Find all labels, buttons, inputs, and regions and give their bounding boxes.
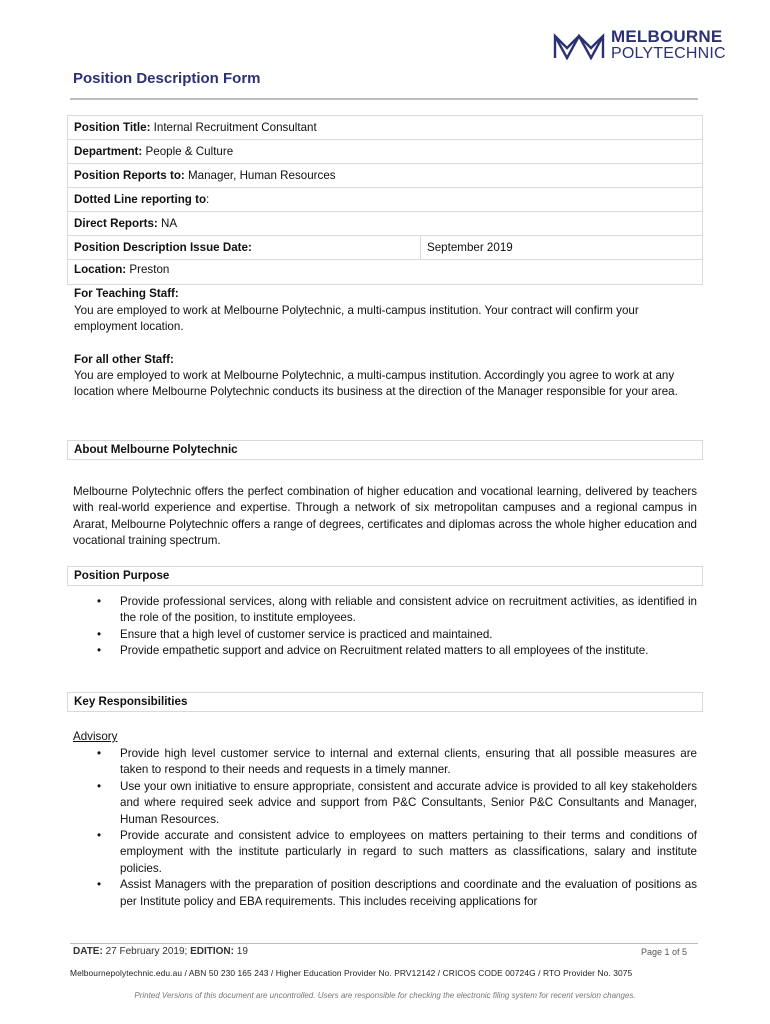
purpose-list xyxy=(73,594,697,660)
list-item xyxy=(73,779,697,828)
brand-name xyxy=(611,28,726,62)
issue-date-label: Position Description Issue Date: xyxy=(68,236,421,259)
list-item-text: Provide accurate and consistent advice to employees on matters pertaining to their terms and conditions of employment with the institute particularly in regard to such matters as classifications, salary and institute policies. xyxy=(120,829,697,875)
list-item-text: Use your own initiative to ensure appropriate, consistent and accurate advice is provided to all key stakeholders and where required seek advice and support from P&C Consultants, Senior P&C Consultants and Manager, Human Resources. xyxy=(120,779,697,826)
about-heading: About Melbourne Polytechnic xyxy=(67,440,703,460)
department-row xyxy=(68,140,702,164)
issue-date-row xyxy=(68,236,702,260)
edition-label: EDITION: xyxy=(190,946,234,957)
footer-disclaimer: Printed Versions of this document are uncontrolled. Users are responsible for checking the electronic filing system for recent version changes. xyxy=(134,991,636,1000)
list-item-text: Assist Managers with the preparation of position descriptions and coordinate and the evaluation of positions as per Institute policy and EBA requirements. This includes receiving applications for xyxy=(120,878,697,908)
reports-to-value: Manager, Human Resources xyxy=(184,169,336,182)
footer-date xyxy=(73,946,248,957)
dotted-line-value: : xyxy=(206,193,210,206)
bullet-icon: • xyxy=(97,627,102,641)
direct-reports-label: Direct Reports: xyxy=(74,217,158,230)
edition-value: 19 xyxy=(233,946,248,957)
teaching-staff-label: For Teaching Staff: xyxy=(74,287,179,301)
dotted-line-label: Dotted Line reporting to xyxy=(74,193,207,206)
list-item-text: Ensure that a high level of customer service is practiced and maintained. xyxy=(120,627,493,641)
teaching-staff-text: You are employed to work at Melbourne Polytechnic, a multi-campus institution. Your contract will confirm your employment location. xyxy=(74,303,639,334)
date-value: 27 February 2019; xyxy=(102,946,191,957)
bullet-icon: • xyxy=(97,779,102,793)
location-value: Preston xyxy=(126,263,170,276)
page-title: Position Description Form xyxy=(73,70,261,87)
bullet-icon: • xyxy=(97,829,102,843)
bullet-icon: • xyxy=(97,644,102,658)
position-title-label: Position Title: xyxy=(74,121,151,134)
reports-to-label: Position Reports to: xyxy=(74,169,185,182)
list-item xyxy=(73,877,697,910)
other-staff-label: For all other Staff: xyxy=(74,352,174,366)
department-value: People & Culture xyxy=(142,145,234,158)
brand-line-2: POLYTECHNIC xyxy=(611,45,726,62)
purpose-heading: Position Purpose xyxy=(67,566,703,586)
title-divider xyxy=(70,98,698,100)
brand-logo xyxy=(553,28,733,64)
logo-mark-icon xyxy=(553,32,607,60)
list-item-text: Provide high level customer service to internal and external clients, ensuring that all possible measures are taken to respond to their needs and requests in a timely manner. xyxy=(120,747,697,777)
list-item xyxy=(73,746,697,779)
location-row xyxy=(68,260,702,399)
footer-abn: Melbournepolytechnic.edu.au / ABN 50 230 165 243 / Higher Education Provider No. PRV12142 / CRICOS CODE 00724G / RTO Provider No. 3075 xyxy=(70,968,633,978)
position-details-table xyxy=(67,115,703,399)
dotted-line-row xyxy=(68,188,702,212)
about-text: Melbourne Polytechnic offers the perfect combination of higher education and vocational learning, delivered by teachers with real-world experience and expertise. Through a network of six metropolitan campuses and a regional campus in Ararat, Melbourne Polytechnic offers a range of degrees, certificates and diplomas across the whole higher education and vocational training spectrum. xyxy=(73,485,697,548)
bullet-icon: • xyxy=(97,747,102,760)
list-item xyxy=(73,627,697,643)
location-label: Location: xyxy=(74,263,127,276)
list-item xyxy=(73,828,697,877)
footer-divider xyxy=(70,943,698,944)
position-title-row xyxy=(68,116,702,140)
direct-reports-row xyxy=(68,212,702,236)
list-item-text: Provide empathetic support and advice on Recruitment related matters to all employees of the institute. xyxy=(120,644,649,658)
bullet-icon: • xyxy=(97,878,102,892)
department-label: Department: xyxy=(74,145,143,158)
issue-date-value: September 2019 xyxy=(427,241,513,254)
list-item-text: Provide professional services, along with reliable and consistent advice on recruitment activities, as identified in the role of the position, to institute employees. xyxy=(120,595,697,625)
position-title-value: Internal Recruitment Consultant xyxy=(150,121,317,134)
date-label: DATE: xyxy=(73,946,103,957)
direct-reports-value: NA xyxy=(157,217,178,230)
other-staff-text: You are employed to work at Melbourne Polytechnic, a multi-campus institution. Accordingly you agree to work at any location where Melbourne Polytechnic conducts its business at the direction of the Manager responsible for your area. xyxy=(74,369,678,399)
responsibilities-list xyxy=(73,746,697,910)
list-item xyxy=(73,594,697,627)
brand-line-1: MELBOURNE xyxy=(611,27,723,46)
bullet-icon: • xyxy=(97,595,102,608)
responsibilities-heading: Key Responsibilities xyxy=(67,692,703,712)
advisory-subheading: Advisory xyxy=(73,730,118,743)
page-number: Page 1 of 5 xyxy=(641,947,688,957)
list-item xyxy=(73,643,697,659)
reports-to-row xyxy=(68,164,702,188)
